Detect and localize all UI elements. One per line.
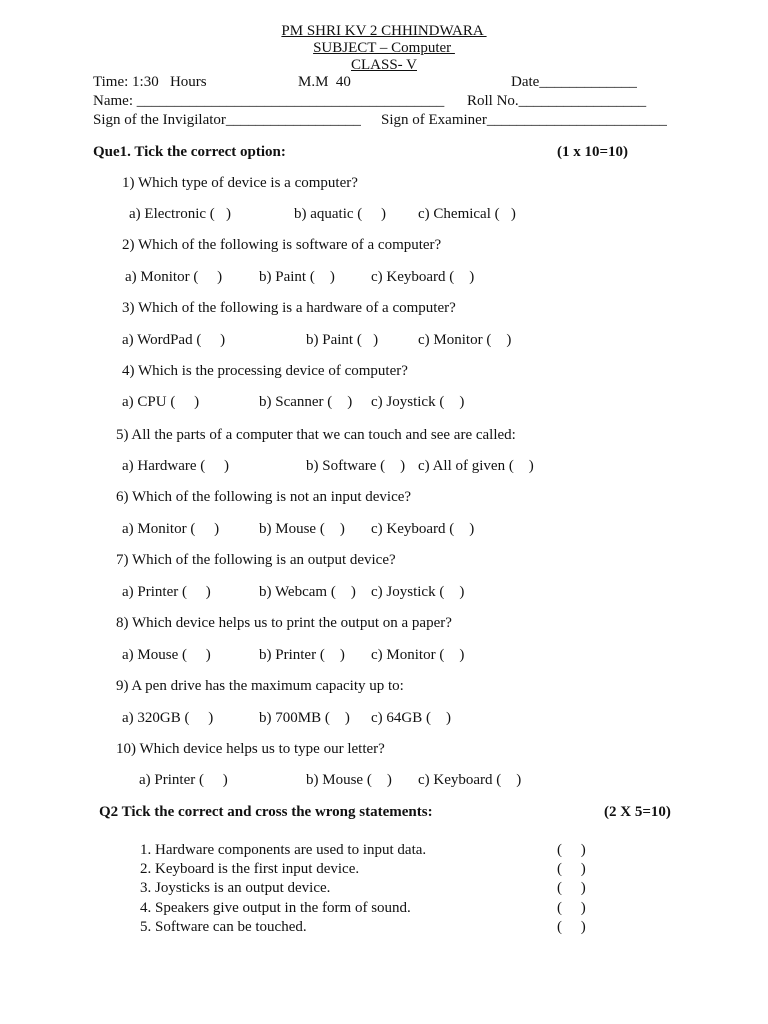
option-b: b) Paint ( ) [259,269,335,285]
question-text: 4) Which is the processing device of computer? [122,363,408,379]
option-c: c) Monitor ( ) [371,647,465,663]
statement-text: 3. Joysticks is an output device. [140,880,331,896]
option-c: c) Keyboard ( ) [371,269,475,285]
q1-title: Que1. Tick the correct option: [93,144,286,160]
option-a: a) Monitor ( ) [122,521,220,537]
option-c: c) Chemical ( ) [418,206,516,222]
statement-text: 5. Software can be touched. [140,919,307,935]
question-text: 9) A pen drive has the maximum capacity up to: [116,678,404,694]
question-text: 10) Which device helps us to type our letter? [116,741,385,757]
option-b: b) Webcam ( ) [259,584,356,600]
option-b: b) Mouse ( ) [306,772,392,788]
roll-no-field: Roll No._________________ [467,93,647,109]
statement-text: 1. Hardware components are used to input data. [140,842,427,858]
option-c: c) Joystick ( ) [371,584,465,600]
option-b: b) 700MB ( ) [259,710,350,726]
q2-title: Q2 Tick the correct and cross the wrong statements: [99,804,433,820]
subject-line: SUBJECT – Computer [313,40,455,56]
option-a: a) CPU ( ) [122,394,200,410]
time-field: Time: 1:30 Hours [93,74,207,90]
question-text: 1) Which type of device is a computer? [122,175,358,191]
option-a: a) Mouse ( ) [122,647,211,663]
statement-text: 2. Keyboard is the first input device. [140,861,360,877]
class-line: CLASS- V [351,57,417,73]
answer-box: ( ) [557,919,586,935]
invigilator-sign-field: Sign of the Invigilator__________________ [93,112,361,128]
option-b: b) Software ( ) [306,458,406,474]
option-a: a) Monitor ( ) [125,269,223,285]
question-text: 5) All the parts of a computer that we can touch and see are called: [116,427,516,443]
question-text: 2) Which of the following is software of a computer? [122,237,442,253]
option-b: b) Mouse ( ) [259,521,345,537]
answer-box: ( ) [557,900,586,916]
answer-box: ( ) [557,880,586,896]
question-text: 8) Which device helps us to print the output on a paper? [116,615,452,631]
option-a: a) Hardware ( ) [122,458,230,474]
date-field: Date_____________ [511,74,637,90]
answer-box: ( ) [557,861,586,877]
statement-text: 4. Speakers give output in the form of sound. [140,900,411,916]
question-text: 7) Which of the following is an output device? [116,552,396,568]
option-b: b) aquatic ( ) [294,206,387,222]
option-c: c) Keyboard ( ) [371,521,475,537]
name-field: Name: _________________________________________ [93,93,445,109]
q2-marks: (2 X 5=10) [604,804,671,820]
option-c: c) Keyboard ( ) [418,772,522,788]
q1-marks: (1 x 10=10) [557,144,629,160]
option-b: b) Printer ( ) [259,647,345,663]
option-b: b) Paint ( ) [306,332,379,348]
option-b: b) Scanner ( ) [259,394,353,410]
question-text: 3) Which of the following is a hardware of a computer? [122,300,456,316]
option-a: a) Printer ( ) [139,772,228,788]
answer-box: ( ) [557,842,586,858]
option-a: a) WordPad ( ) [122,332,226,348]
max-marks-field: M.M 40 [298,74,351,90]
option-a: a) Electronic ( ) [129,206,232,222]
question-text: 6) Which of the following is not an input device? [116,489,412,505]
school-name: PM SHRI KV 2 CHHINDWARA [281,23,487,39]
option-c: c) 64GB ( ) [371,710,451,726]
option-c: c) All of given ( ) [418,458,534,474]
option-c: c) Monitor ( ) [418,332,512,348]
examiner-sign-field: Sign of Examiner________________________ [381,112,667,128]
option-a: a) Printer ( ) [122,584,211,600]
option-a: a) 320GB ( ) [122,710,214,726]
option-c: c) Joystick ( ) [371,394,465,410]
